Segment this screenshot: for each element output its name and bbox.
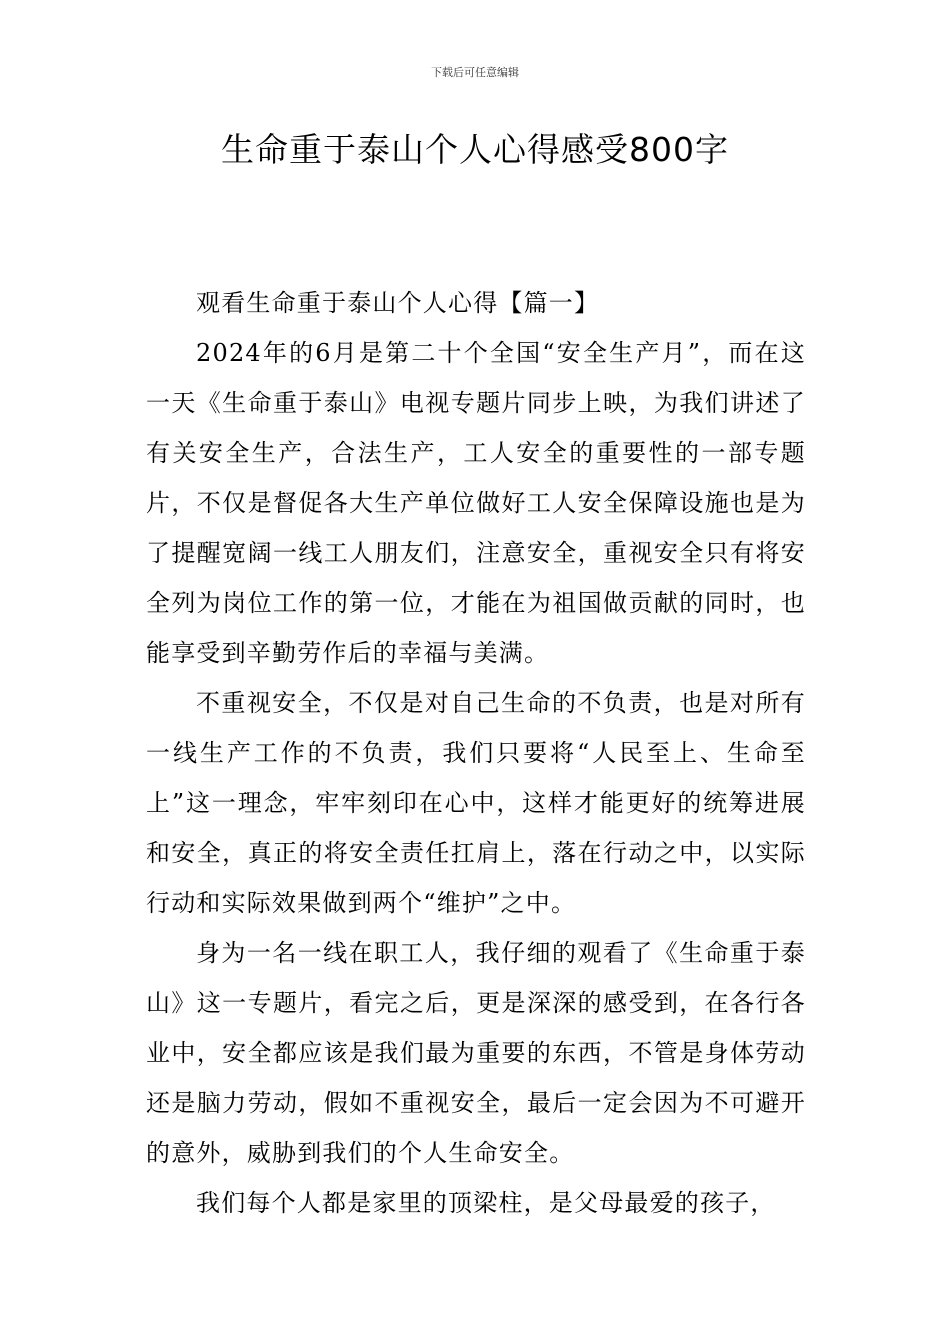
document-body	[146, 278, 806, 1228]
paragraph-1: 2024年的6月是第二十个全国“安全生产月”，而在这一天《生命重于泰山》电视专题片同步上映，为我们讲述了有关安全生产，合法生产，工人安全的重要性的一部专题片，不仅是督促各大生产单位做好工人安全保障设施也是为了提醒宽阔一线工人朋友们，注意安全，重视安全只有将安全列为岗位工作的第一位，才能在为祖国做贡献的同时，也能享受到辛勤劳作后的幸福与美满。	[146, 339, 806, 667]
paragraph-2: 不重视安全，不仅是对自己生命的不负责，也是对所有一线生产工作的不负责，我们只要将“人民至上、生命至上”这一理念，牢牢刻印在心中，这样才能更好的统筹进展和安全，真正的将安全责任扛肩上，落在行动之中，以实际行动和实际效果做到两个“维护”之中。	[146, 689, 806, 917]
header-note: 下载后可任意编辑	[431, 66, 519, 79]
paragraph-3: 身为一名一线在职工人，我仔细的观看了《生命重于泰山》这一专题片，看完之后，更是深深的感受到，在各行各业中，安全都应该是我们最为重要的东西，不管是身体劳动还是脑力劳动，假如不重视安全，最后一定会因为不可避开的意外，威胁到我们的个人生命安全。	[146, 939, 806, 1167]
section-heading: 观看生命重于泰山个人心得【篇一】	[196, 289, 600, 317]
paragraph-4: 我们每个人都是家里的顶梁柱，是父母最爱的孩子，	[196, 1189, 776, 1217]
document-title: 生命重于泰山个人心得感受800字	[221, 130, 729, 169]
